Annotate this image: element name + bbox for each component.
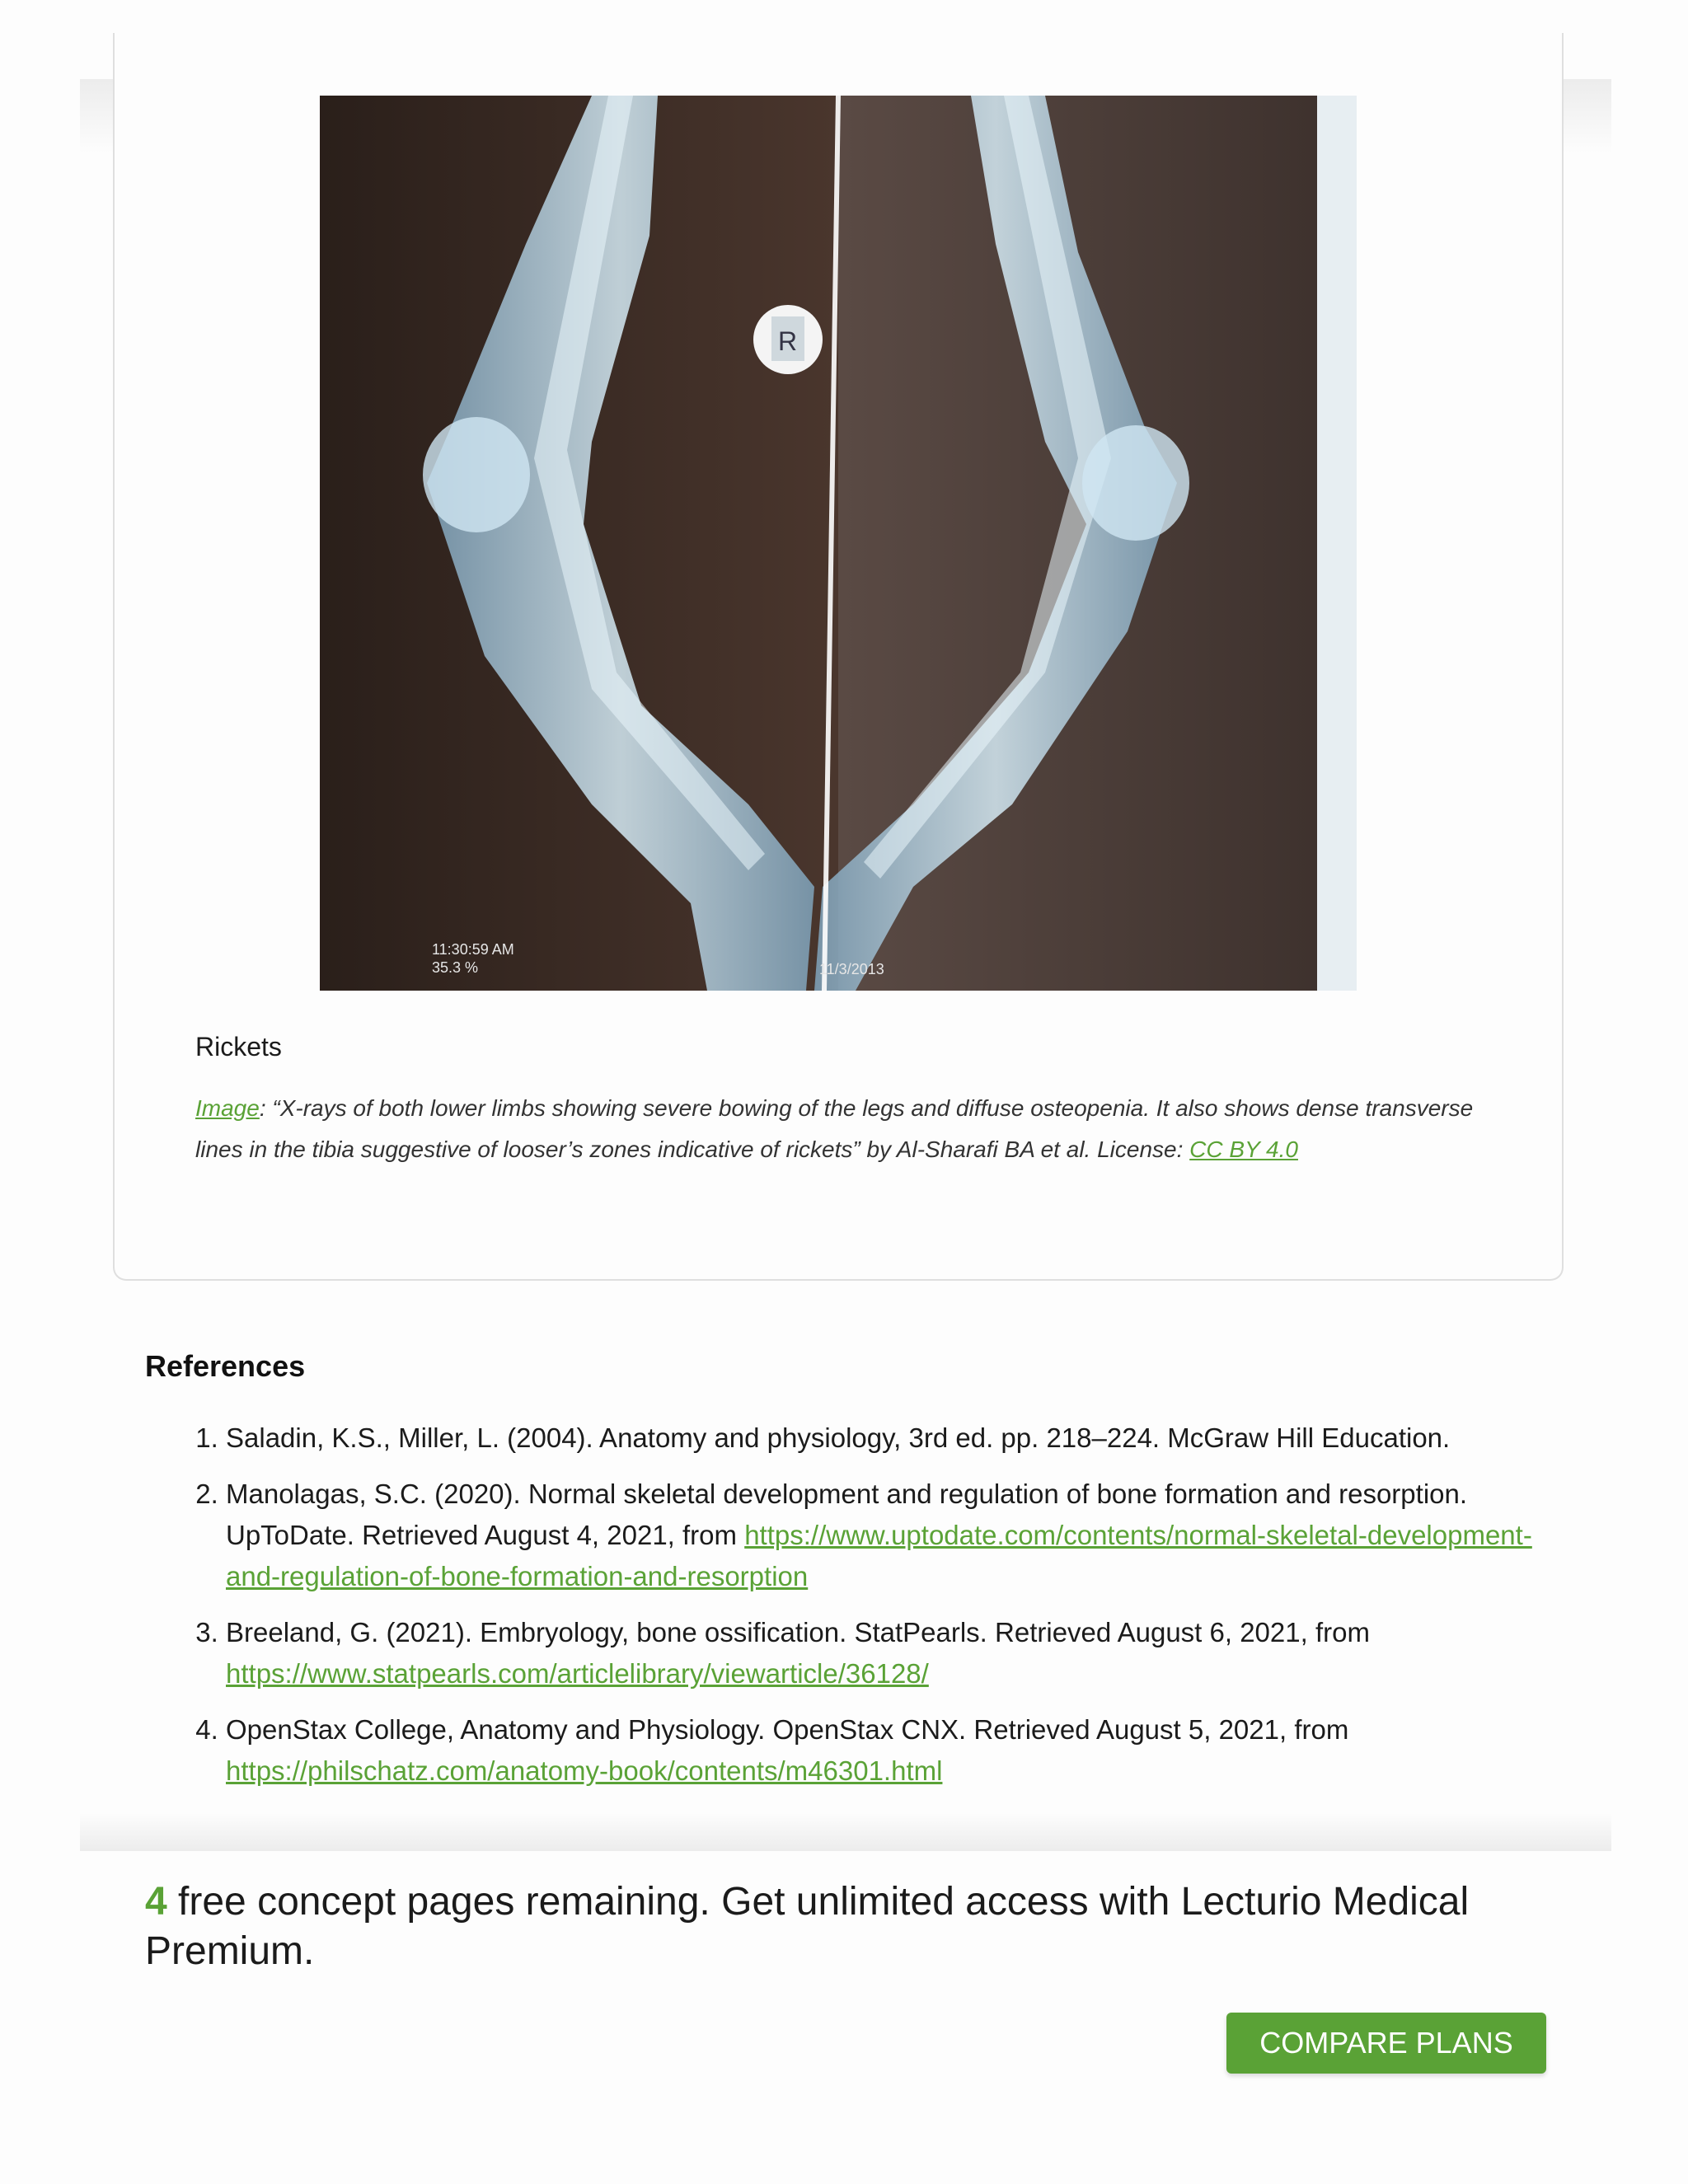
figure-caption (195, 1088, 1514, 1170)
reference-item (226, 1474, 1578, 1597)
caption-image-link[interactable]: Image (195, 1095, 260, 1121)
xray-date-label: 11/3/2013 (819, 961, 884, 977)
reference-text: Breeland, G. (2021). Embryology, bone ossification. StatPearls. Retrieved August 6, 2021, from (226, 1617, 1370, 1647)
premium-promo (145, 1877, 1579, 1976)
reference-item (226, 1612, 1578, 1694)
caption-text: : “X-rays of both lower limbs showing severe bowing of the legs and diffuse osteopenia. It also shows dense transverse lines in the tibia suggestive of looser’s zones indicative of rickets” by Al-Sharafi BA et al. License: (195, 1095, 1474, 1162)
rickets-xray-image (320, 96, 1357, 991)
promo-text: free concept pages remaining. Get unlimited access with Lecturio Medical Premium. (145, 1880, 1470, 1973)
reference-link[interactable]: https://philschatz.com/anatomy-book/contents/m46301.html (226, 1755, 943, 1786)
xray-graphic (320, 96, 1357, 991)
reference-link[interactable]: https://www.uptodate.com/contents/normal-skeletal-development-and-regulation-of-bone-formation-and-resorption (226, 1520, 1532, 1591)
bottom-shade (80, 1813, 1611, 1851)
references-list (165, 1418, 1578, 1807)
xray-marker-label: R (778, 326, 798, 356)
compare-plans-button[interactable]: COMPARE PLANS (1226, 2013, 1546, 2074)
caption-license-link[interactable]: CC BY 4.0 (1189, 1137, 1298, 1162)
reference-item (226, 1709, 1578, 1792)
references-heading: References (145, 1349, 306, 1383)
xray-percent-label: 35.3 % (432, 959, 479, 976)
reference-text: Manolagas, S.C. (2020). Normal skeletal development and regulation of bone formation and resorption. UpToDate. Retrieved August 4, 2021, from (226, 1479, 1468, 1550)
free-pages-count: 4 (145, 1880, 167, 1924)
reference-link[interactable]: https://www.statpearls.com/articlelibrary/viewarticle/36128/ (226, 1658, 929, 1689)
figure-title: Rickets (195, 1032, 282, 1062)
reference-text: OpenStax College, Anatomy and Physiology. OpenStax CNX. Retrieved August 5, 2021, from (226, 1714, 1349, 1745)
xray-time-label: 11:30:59 AM (432, 941, 514, 958)
reference-text: Saladin, K.S., Miller, L. (2004). Anatomy and physiology, 3rd ed. pp. 218–224. McGraw Hill Education. (226, 1422, 1451, 1453)
reference-item (226, 1418, 1578, 1459)
